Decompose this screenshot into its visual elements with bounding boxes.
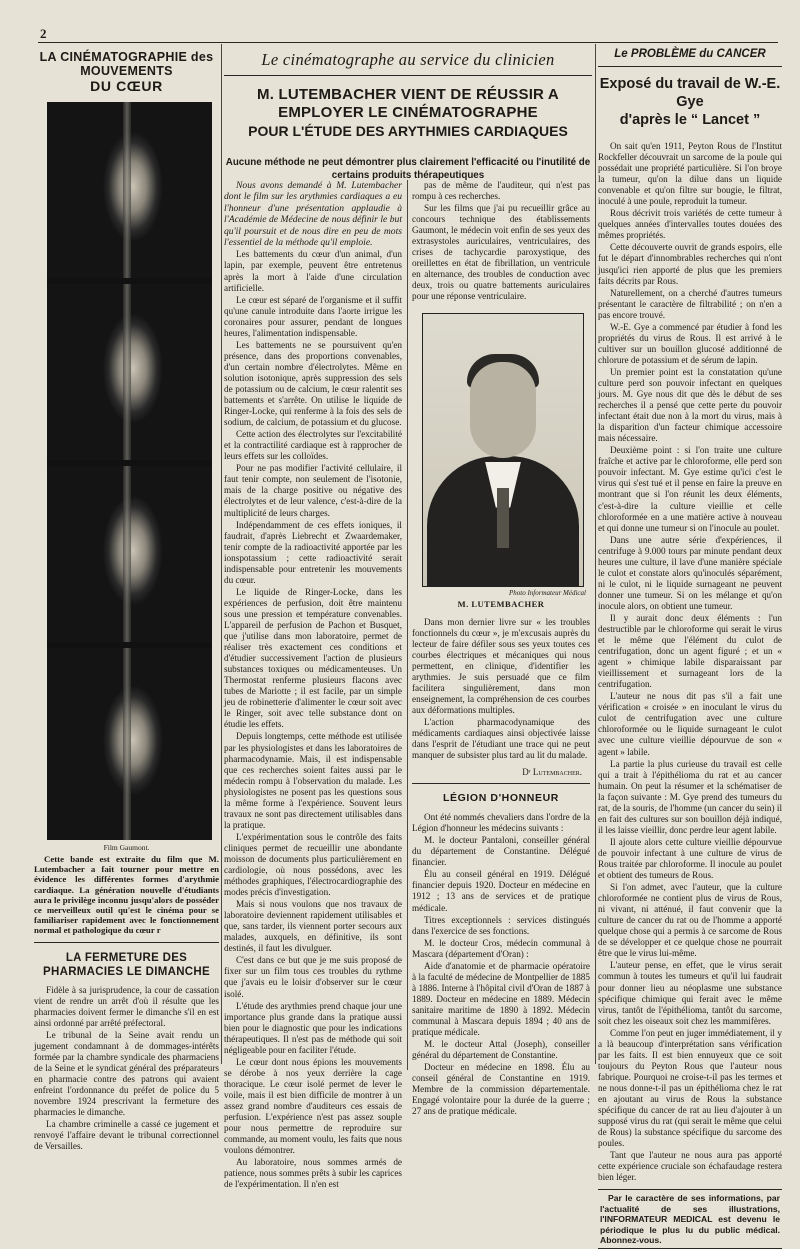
section-divider xyxy=(412,783,590,784)
paragraph: Tant que l'auteur ne nous aura pas apporté cette expérience cruciale son échafaudage restera bien léger. xyxy=(598,1150,782,1183)
paragraph: Dans une autre série d'expériences, il centrifuge à 9.000 tours par minute pendant deux heures une culture, il lave d'une manière spéciale le culot et constate alors qu'inoculés séparément, ni le culot, ni le liquide surnageant ne peuvent donner une tumeur. Si on les mélange et qu'on inocule alors, on obtient une tumeur. xyxy=(598,534,782,611)
paragraph: Au laboratoire, nous sommes armés de patience, nous sommes prêts à subir les caprices de l'expérimentation. Il n'en est xyxy=(224,1157,402,1190)
paragraph: Deuxième point : si l'on traite une culture fraîche et active par le chloroforme, elle perd son pouvoir infectant. M. Gye estime qu'ici c'est le virus qui s'est tué et il pense en faire la preuve en montrant que si l'on réunit les deux éléments, c'est-à-dire la culture vieillie et celle chloroformée en a une matière active à nouveau et qui donne une tumeur si on l'inocule au poulet. xyxy=(598,445,782,533)
paragraph: L'action pharmacodynamique des médicaments cardiaques ainsi objectivée laisse dans l'esprit de l'étudiant une trace qui ne peut manquer de subsister plus tard au lit du malade. xyxy=(412,716,590,761)
cancer-kicker: Le PROBLÈME du CANCER xyxy=(614,48,766,60)
paragraph: La partie la plus curieuse du travail est celle qui a trait à l'épithélioma du rat et au cancer humain. On peut la résumer et la schématiser de la façon suivante : M. Gye prend des tumeurs du rat, de la souris, de l'homme (un cancer du sein) il en fait des cultures sur son bouillon déjà indiqué, il les laisse vieillir, donc perdre leur agent labile. xyxy=(598,758,782,835)
paragraph: Le cœur dont nous épions les mouvements se dérobe à nos yeux derrière la cage thoracique. Le cœur isolé permet de lever le voile, mais il est bien difficile de montrer à un assez grand nombre d'auditeurs ces essais de perfusion. L'expérience n'est pas assez souple pour nous permettre de reproduire sur commande, au moment voulu, les faits que nous voulons démontrer. xyxy=(224,1056,402,1156)
film-credit: Film Gaumont. xyxy=(103,843,150,852)
author-signature: Dʳ Lutembacher. xyxy=(522,767,582,778)
paragraph: Il ajoute alors cette culture vieillie dépourvue de pouvoir infectant à une culture de virus de Rous traitée par chloroforme. Il inocule au poulet et obtient des tumeurs de Rous. xyxy=(598,836,782,881)
paragraph: M. le docteur Pantaloni, conseiller général du département de Constantine. Délégué financier. xyxy=(412,835,590,868)
middle-column xyxy=(224,44,592,1190)
legion-body xyxy=(412,812,590,1117)
paragraph: Comme l'on peut en juger immédiatement, il y a là beaucoup d'interprétation sans vérification par les faits. Il est bien ennuyeux que ce soit toujours du Peyton Rous que l'auteur nous fabrique. Pourquoi ne croise-t-il pas les termes et ne nous donne-t-il pas un épithélioma chez le rat en ajoutant au virus de Rous la substance spécifique du cancer de rat au lieu d'ajouter à un supposé virus du rat (qui serait le même que celui de Rous) la substance spécifique du sarcome des poules. xyxy=(598,1027,782,1149)
film-heading-line1: LA CINÉMATOGRAPHIE des MOUVEMENTS xyxy=(39,50,214,78)
paragraph: L'auteur pense, en effet, que le virus serait commun à toutes les tumeurs et qu'il lui faudrait pour donner lieu au néoplasme une substance spécifique chimique qui ferait avec le même virus, tantôt de l'épithélioma, tantôt du sarcome, soit chez les oiseaux soit chez les mammifères. xyxy=(598,960,782,1026)
headline-line2: POUR L'ÉTUDE DES ARYTHMIES CARDIAQUES xyxy=(248,123,568,139)
portrait-photo xyxy=(422,313,584,587)
paragraph: La chambre criminelle a cassé ce jugement et renvoyé l'affaire devant le tribunal correctionnel de Versailles. xyxy=(34,1119,219,1152)
film-caption: Cette bande est extraite du film que M. Lutembacher a fait tourner pour mettre en évidence les différentes formes d'arythmie cardiaque. La génération nouvelle d'étudiants aura le privilège inconnu jusqu'alors de posséder ce merveilleux outil qu'est le cinéma pour se familiariser rapidement avec le fonctionnement normal et pathologique du cœur r xyxy=(34,854,219,936)
cancer-headline-line2: d'après le “ Lancet ” xyxy=(619,112,761,128)
top-rule xyxy=(38,42,778,43)
film-frame xyxy=(47,284,212,460)
article-intro: Nous avons demandé à M. Lutembacher dont le film sur les arythmies cardiaques a eu l'honneur d'une présentation applaudie à l'Académie de Médecine de nous définir le but qu'il poursuit et de nous dire en peu de mots l'essentiel de la méthode qu'il emploie. xyxy=(224,180,402,249)
paragraph: Les battements ne se poursuivent qu'en présence, dans des proportions convenables, d'un certain nombre d'électrolytes. Même en solution isotonique, après suppression des sels de potassium ou de calcium, le cœur ralentit ses battements et s'arrête. On utilise le liquide de Ringer-Locke, qui renferme à la fois des sels de sodium, de calcium, de potassium et du glucose. xyxy=(224,339,402,428)
film-frame xyxy=(47,648,212,840)
paragraph: M. le docteur Attal (Joseph), conseiller général du département de Constantine. xyxy=(412,1039,590,1061)
film-frame xyxy=(47,102,212,278)
legion-heading: LÉGION D'HONNEUR xyxy=(443,792,559,805)
paragraph: Sur les films que j'ai pu recueillir grâce au concours technique des établissements Gaumont, le médecin voit enfin de ses yeux des extrasystoles auriculaires, ventriculaires, des crises de tachycardie paroxystique, des oreillettes en état de fibrillation, un ventricule en alternance, des troubles de conduction avec deux, trois ou quatre battements auriculaires pour une réponse ventriculaire. xyxy=(412,203,590,302)
article-body-b xyxy=(412,180,590,303)
paragraph: L'auteur ne nous dit pas s'il a fait une vérification « croisée » en inoculant le virus du culot de centrifugation avec une culture chloroformée ou le liquide surnageant le culot avec une culture vieillie dépourvue de son « agent » labile. xyxy=(598,691,782,757)
article-body-b2 xyxy=(412,617,590,762)
cancer-headline-line1: Exposé du travail de W.-E. Gye xyxy=(599,76,781,110)
paragraph: L'expérimentation sous le contrôle des faits cliniques permet de recueillir une abondante moisson de documents plus particulièrement en cardiologie, où nous possédons, avec les méthodes graphiques, l'électrocardiographie des modes précis d'investigation. xyxy=(224,831,402,898)
paragraph: Cette découverte ouvrit de grands espoirs, elle fut le départ d'innombrables recherches qui n'ont jusqu'ici rien apporté de plus que les premiers faits décrits par Rous. xyxy=(598,242,782,286)
subscription-notice: Par le caractère de ses informations, par l'actualité de ses illustrations, l'INFORMATEUR MEDICAL est devenu le périodique le plus lu du public médical. Abonnez-vous. xyxy=(598,1189,782,1249)
article-column-a xyxy=(224,180,402,1191)
paragraph: Si l'on admet, avec l'auteur, que la culture chloroformée ne contient plus de virus de Rous, ni vivant, ni atténué, il faut convenir que la culture de cancer du rat ou de l'homme a apporté quelque chose qui a permis à ce sarcome de Rous de se développer et ce quelque chose ne pourrait être que le virus lui-même. xyxy=(598,882,782,959)
paragraph: Le tribunal de la Seine avait rendu un jugement condamnant à de dommages-intérêts formée par la chambre syndicale des pharmaciens de la Seine et le syndicat général des préparateurs en pharmacie contre des patrons qui avaient enfreint l'ordonnance du préfet de police du 5 novembre 1924 prescrivant la fermeture des pharmacies le dimanche. xyxy=(34,1029,219,1118)
photo-caption: M. LUTEMBACHER xyxy=(457,598,545,609)
paragraph: Cette action des électrolytes sur l'excitabilité et la contractilité cardiaque est à rapprocher de leurs effets sur les colloïdes. xyxy=(224,429,402,462)
paragraph: Ont été nommés chevaliers dans l'ordre de la Légion d'honneur les médecins suivants : xyxy=(412,812,590,834)
article-column-b xyxy=(412,180,590,1118)
paragraph: pas de même de l'auditeur, qui n'est pas rompu à ces recherches. xyxy=(412,180,590,202)
paragraph: Le liquide de Ringer-Locke, dans les expériences de perfusion, doit être maintenu sous une pression et température convenables. L'appareil de perfusion de Pachon et Busquet, que j'utilise dans mon laboratoire, permet de réaliser très exactement ces conditions et d'étudier successivement l'action de plusieurs substances toxiques ou médicamenteuses. Un Thermostat renferme plusieurs flacons avec tubes de Mariotte ; il est facile, par un simple jeu de robinetterie d'alimenter le cœur soit avec le Ringer, soit avec telle substance dont on étudie les effets. xyxy=(224,586,402,730)
paragraph: Indépendamment de ces effets ioniques, il faudrait, d'après Liebrecht et Zwaardemaker, tenir compte de la radioactivité apportée par les ionspotassium ; cette radioactivité serait indispensable pour entretenir les mouvements du cœur. xyxy=(224,519,402,585)
cancer-article-body xyxy=(598,141,782,1183)
article-deck: Aucune méthode ne peut démontrer plus clairement l'efficacité ou l'inutilité de certains produits thérapeutiques xyxy=(225,157,591,181)
page-number: 2 xyxy=(40,26,47,41)
paragraph: Le cœur est séparé de l'organisme et il suffit qu'une canule introduite dans l'aorte irrigue les coronaires pour assurer, pendant de longues heures, l'alimentation indispensable. xyxy=(224,294,402,338)
paragraph: C'est dans ce but que je me suis proposé de fixer sur un film tous ces troubles du rythme que j'avais eu le loisir d'observer sur le cœur isolé. xyxy=(224,955,402,999)
paragraph: Aide d'anatomie et de pharmacie opératoire à la faculté de médecine de Montpellier de 1885 à 1886. Interne à l'hôpital civil d'Oran de 1887 à 1889. Docteur en médecine en 1889. Médecin sanitaire maritime de 1890 à 1892. Médecin communal à Mascara depuis 1894 ; 40 ans de pratique médicale. xyxy=(412,960,590,1038)
inner-column-rule xyxy=(407,180,408,1070)
pharmacy-article-body xyxy=(34,985,219,1153)
paragraph: W.-E. Gye a commencé par étudier à fond les propriétés du virus de Rous. Il est arrivé à le cultiver sur un bouillon glucosé additionné de chlorure de potassium et de sérum de lapin. xyxy=(598,321,782,365)
paragraph: Les battements du cœur d'un animal, d'un lapin, par exemple, peuvent être entretenus après la mort à l'aide d'une circulation artificielle. xyxy=(224,249,402,293)
kicker-rule xyxy=(598,66,782,67)
kicker-rule xyxy=(224,75,592,76)
paragraph: Dans mon dernier livre sur « les troubles fonctionnels du cœur », je m'excusais auprès du lecteur de faire défiler sous ses yeux toutes ces courbes électriques et mécaniques qui nous permettent, en clinique, d'identifier les arythmies. Je suis persuadé que ce film facilitera singulièrement, dans mon enseignement, la compréhension de ces courbes aux déformations multiples. xyxy=(412,616,590,715)
paragraph: M. le docteur Cros, médecin communal à Mascara (département d'Oran) : xyxy=(412,937,590,959)
paragraph: Naturellement, on a cherché d'autres tumeurs présentant le caractère de filtrabilité ; on n'en a pas encore trouvé. xyxy=(598,287,782,320)
paragraph: L'étude des arythmies prend chaque jour une importance plus grande dans la pratique aussi bien pour le diagnostic que pour les indications thérapeutiques. Il n'est pas de méthode qui soit négligeable pour en faciliter l'étude. xyxy=(224,1000,402,1055)
column-rule-left xyxy=(221,44,222,1064)
pharmacy-article-heading: LA FERMETURE DES PHARMACIES LE DIMANCHE xyxy=(43,951,210,978)
headline-line1: M. LUTEMBACHER VIENT DE RÉUSSIR A EMPLOYER LE CINÉMATOGRAPHE xyxy=(257,86,559,121)
left-column xyxy=(34,44,219,1152)
right-column xyxy=(598,44,782,1245)
paragraph: Rous décrivit trois variétés de cette tumeur à quelques années d'intervalles toutes douées des mêmes propriétés. xyxy=(598,208,782,241)
paragraph: On sait qu'en 1911, Peyton Rous de l'Institut Rockfeller découvrait un sarcome de la poule qui possédait une propriété particulière. Si l'on broye la tumeur, qu'on la dilue dans un liquide convenable et qu'on filtre sur bougie, le filtrat, inoculé à une poule, reproduit la tumeur. xyxy=(598,141,782,207)
film-heading-line2: DU CŒUR xyxy=(90,78,163,94)
paragraph: Il y aurait donc deux éléments : l'un destructible par le chloroforme qui serait le virus et le même que l'élément du culot de centrifugation, donc un agent figuré ; et un « agent » chimique labile disparaissant par vieillissement et surnageant lors de la centrifugation. xyxy=(598,612,782,690)
paragraph: Fidèle à sa jurisprudence, la cour de cassation vient de rendre un arrêt d'où il résulte que les pharmacies doivent fermer le dimanche s'il en est ainsi ordonné par arrêté préfectoral. xyxy=(34,984,219,1028)
paragraph: Docteur en médecine en 1898. Élu au conseil général de Constantine en 1919. Membre de la commission départementale. Engagé volontaire pour la durée de la guerre ; 27 ans de pratique médicale. xyxy=(412,1062,590,1117)
paragraph: Un premier point est la constatation qu'une culture perd son pouvoir infectant en quelques jours. M. Gye nous dit que dès le début de ses recherches il a pensé que cette perte du pouvoir infectant était due non à la mort du virus, mais à la disparition d'un facteur chimique accessoire mais nécessaire. xyxy=(598,366,782,444)
article-body-a xyxy=(224,249,402,1190)
film-strip-image xyxy=(47,102,212,840)
photo-credit: Photo Informateur Médical xyxy=(509,588,586,597)
paragraph: Mais si nous voulons que nos travaux de laboratoire deviennent rapidement utilisables et que, sans tarder, ils viennent porter secours aux malades, auxquels, en définitive, ils sont destinés, il faut les divulguer. xyxy=(224,899,402,954)
section-divider xyxy=(34,942,219,943)
paragraph: Depuis longtemps, cette méthode est utilisée par les physiologistes et dans les laboratoires de pharmacodynamie. Mais, il est indispensable que ces recherches soient faites aussi par le médecin rompu à l'observation du malade. Les physiologistes ne posent pas les questions sous la même forme à l'expérience. Souvent leurs travaux ne sont pas directement utilisables dans la pratique. xyxy=(224,731,402,830)
paragraph: Titres exceptionnels : services distingués dans l'exercice de ses fonctions. xyxy=(412,914,590,936)
paragraph: Pour ne pas modifier l'activité cellulaire, il faut tenir compte, non seulement de l'isotonie, mais de la charge positive ou négative des électrolytes et de leur valence, c'est-à-dire de la multiplicité de leurs charges. xyxy=(224,463,402,518)
column-rule-right xyxy=(595,44,596,1064)
article-kicker: Le cinématographe au service du clinicien xyxy=(261,50,555,69)
film-frame xyxy=(47,466,212,642)
paragraph: Élu au conseil général en 1919. Délégué financier depuis 1920. Docteur en médecine en 1912 ; 13 ans de services et de pratique médicale. xyxy=(412,869,590,913)
